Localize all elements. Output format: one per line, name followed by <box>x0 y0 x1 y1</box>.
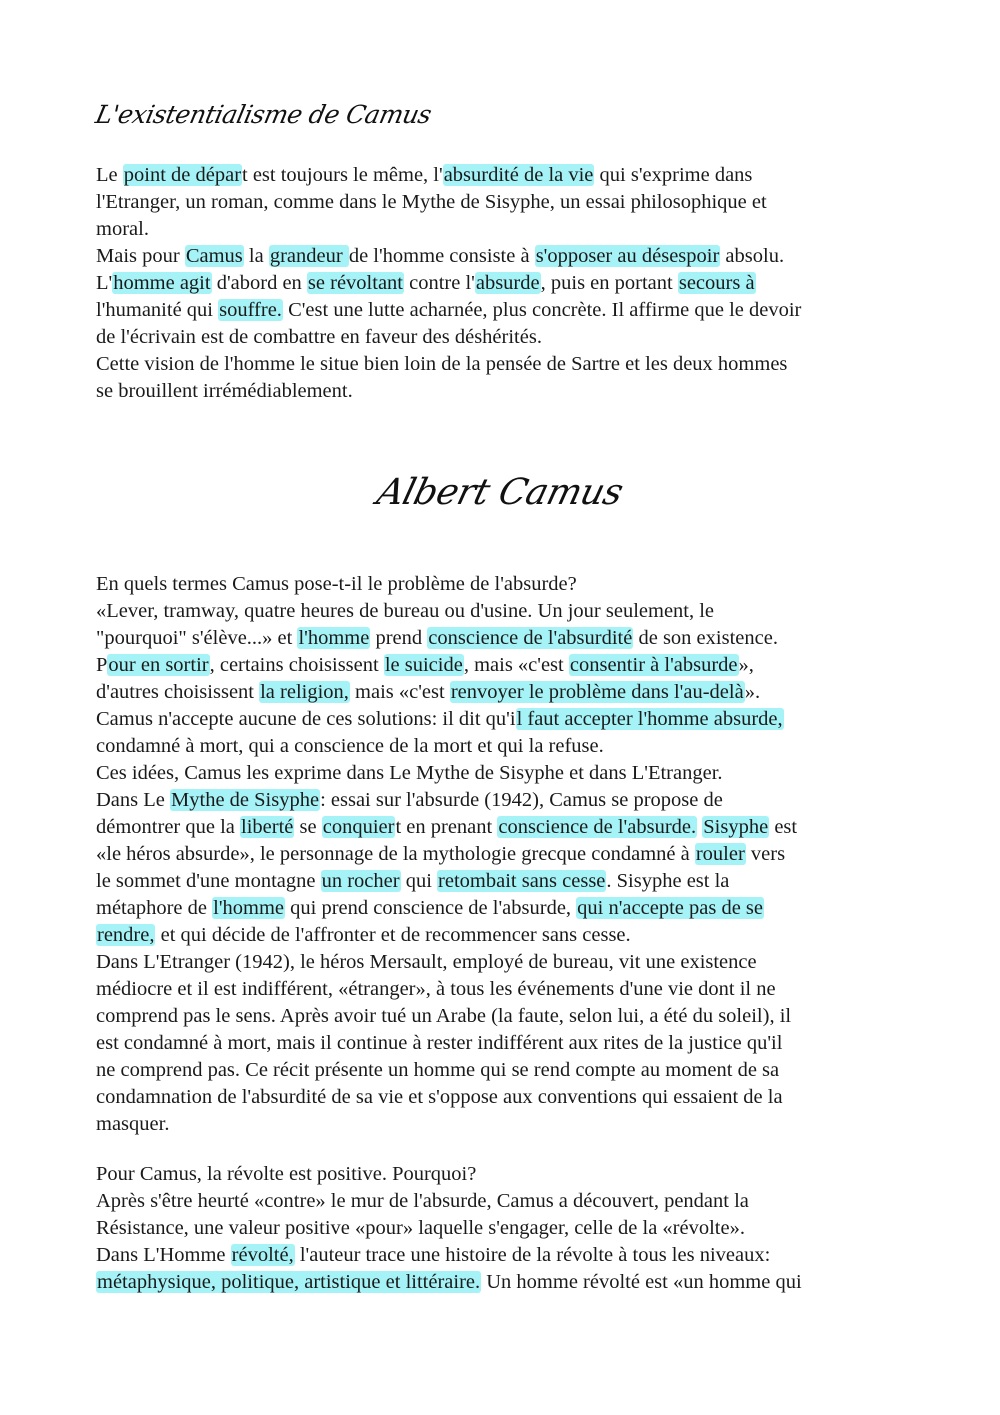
text-line <box>96 1188 908 1215</box>
text-line <box>96 1030 908 1057</box>
text-run: Ces idées, Camus les exprime dans Le Mythe de Sisyphe et dans L'Etranger. <box>96 762 723 784</box>
highlighted-text: métaphysique, politique, artistique et littéraire. <box>97 1271 481 1293</box>
text-line <box>96 243 908 270</box>
text-run: t en prenant <box>395 816 498 838</box>
highlighted-text: Camus <box>185 245 243 267</box>
highlighted-text: conscience de l'absurde. <box>498 816 697 838</box>
highlighted-text: Mythe de Sisyphe <box>171 789 320 811</box>
text-run: vers <box>745 843 786 865</box>
text-run: l'humanité qui <box>96 299 219 321</box>
highlighted-text: Sisyphe <box>703 816 769 838</box>
text-run: qui <box>400 870 438 892</box>
highlighted-text: conscience de l'absurdité <box>428 627 633 649</box>
text-line <box>96 1003 908 1030</box>
text-run: se <box>294 816 322 838</box>
heading-text: Albert Camus <box>372 472 628 513</box>
text-run: », <box>738 654 754 676</box>
highlighted-text: se révoltant <box>307 272 403 294</box>
highlighted-text: rendre, <box>97 924 155 946</box>
highlighted-text: homme agit <box>113 272 211 294</box>
text-line <box>96 571 908 598</box>
text-run: , mais «c'est <box>463 654 569 676</box>
text-line <box>96 949 908 976</box>
text-run: d'autres choisissent <box>96 681 260 703</box>
highlighted-text: qui n'accepte pas de se <box>577 897 764 919</box>
highlighted-text: souffre. <box>219 299 282 321</box>
highlighted-text: l'homme <box>213 897 285 919</box>
text-line <box>96 733 908 760</box>
text-run: qui s'exprime dans <box>594 164 753 186</box>
text-run: la <box>243 245 269 267</box>
highlighted-text: un rocher <box>321 870 400 892</box>
text-line <box>96 1084 908 1111</box>
text-run: prend <box>370 627 428 649</box>
section-heading-albert-camus <box>0 472 1000 513</box>
text-line <box>96 351 908 378</box>
text-line <box>96 162 908 189</box>
text-line <box>96 378 908 405</box>
text-run: de l'écrivain est de combattre en faveur des déshérités. <box>96 326 542 348</box>
text-line <box>96 1269 908 1296</box>
text-line <box>96 895 908 922</box>
text-line <box>96 216 908 243</box>
highlighted-text: conquier <box>322 816 395 838</box>
text-run: Mais pour <box>96 245 185 267</box>
highlighted-text: absurde <box>475 272 540 294</box>
text-line <box>96 598 908 625</box>
text-run: de son existence. <box>633 627 778 649</box>
text-run: "pourquoi" s'élève...» et <box>96 627 298 649</box>
text-line <box>96 297 908 324</box>
text-line <box>96 868 908 895</box>
highlighted-text: le suicide <box>384 654 463 676</box>
text-line <box>96 625 908 652</box>
text-line <box>96 270 908 297</box>
text-line <box>96 922 908 949</box>
highlighted-text: révolté, <box>231 1244 294 1266</box>
text-line <box>96 976 908 1003</box>
text-run: Après s'être heurté «contre» le mur de l'absurde, Camus a découvert, pendant la <box>96 1190 749 1212</box>
highlighted-text: grandeur <box>269 245 348 267</box>
highlighted-text: absurdité de la vie <box>443 164 594 186</box>
paragraph-absurd <box>96 571 908 1138</box>
text-run: . Sisyphe est la <box>606 870 730 892</box>
text-run: : essai sur l'absurde (1942), Camus se propose de <box>320 789 723 811</box>
text-line <box>96 814 908 841</box>
text-run: Résistance, une valeur positive «pour» laquelle s'engager, celle de la «révolte». <box>96 1217 745 1239</box>
text-run: contre l' <box>404 272 475 294</box>
text-run: «Lever, tramway, quatre heures de bureau ou d'usine. Un jour seulement, le <box>96 600 715 622</box>
text-run: condamné à mort, qui a conscience de la mort et qui la refuse. <box>96 735 604 757</box>
text-run: Dans L'Homme <box>96 1244 231 1266</box>
text-run: moral. <box>96 218 149 240</box>
text-run: ne comprend pas. Ce récit présente un homme qui se rend compte au moment de sa <box>96 1059 780 1081</box>
text-line <box>96 841 908 868</box>
highlighted-text: s'opposer au désespoir <box>535 245 720 267</box>
text-run: t est toujours le même, l' <box>242 164 443 186</box>
text-run: médiocre et il est indifférent, «étranger», à tous les événements d'une vie dont il ne <box>96 978 776 1000</box>
text-line <box>96 1161 908 1188</box>
text-line <box>96 706 908 733</box>
text-run: mais «c'est <box>349 681 450 703</box>
text-run: l'auteur trace une histoire de la révolte à tous les niveaux: <box>294 1244 771 1266</box>
text-run: qui prend conscience de l'absurde, <box>285 897 577 919</box>
text-run: de l'homme consiste à <box>348 245 535 267</box>
section-heading-existentialism: L'existentialisme de Camus <box>92 100 434 129</box>
text-run: le sommet d'une montagne <box>96 870 321 892</box>
text-run: métaphore de <box>96 897 213 919</box>
highlighted-text: retombait sans cesse <box>438 870 606 892</box>
text-run: P <box>96 654 108 676</box>
text-line <box>96 652 908 679</box>
highlighted-text: point de dépar <box>123 164 242 186</box>
highlighted-text: consentir à l'absurde <box>569 654 738 676</box>
highlighted-text: our en sortir <box>108 654 209 676</box>
text-run: , certains choisissent <box>209 654 384 676</box>
highlighted-text: renvoyer le problème dans l'au-delà <box>450 681 744 703</box>
text-line <box>96 1215 908 1242</box>
text-run: Cette vision de l'homme le situe bien loin de la pensée de Sartre et les deux hommes <box>96 353 788 375</box>
text-run: masquer. <box>96 1113 170 1135</box>
text-run: L' <box>96 272 113 294</box>
text-run: «le héros absurde», le personnage de la mythologie grecque condamné à <box>96 843 695 865</box>
text-run: ». <box>744 681 761 703</box>
text-run: d'abord en <box>211 272 307 294</box>
text-line <box>96 679 908 706</box>
paragraph-revolt <box>96 1161 908 1296</box>
text-line <box>96 1242 908 1269</box>
text-line <box>96 189 908 216</box>
highlighted-text: liberté <box>241 816 294 838</box>
highlighted-text: la religion, <box>260 681 349 703</box>
text-run: C'est une lutte acharnée, plus concrète. Il affirme que le devoir <box>282 299 802 321</box>
text-run: est <box>769 816 798 838</box>
text-line <box>96 1111 908 1138</box>
highlighted-text: l'homme <box>298 627 370 649</box>
text-run: comprend pas le sens. Après avoir tué un Arabe (la faute, selon lui, a été du soleil), il <box>96 1005 792 1027</box>
highlighted-text: rouler <box>695 843 745 865</box>
text-run: condamnation de l'absurdité de sa vie et s'oppose aux conventions qui essaient de la <box>96 1086 783 1108</box>
text-run: Un homme révolté est «un homme qui <box>481 1271 802 1293</box>
text-run: se brouillent irrémédiablement. <box>96 380 353 402</box>
highlighted-text: l faut accepter l'homme absurde, <box>516 708 783 730</box>
text-line <box>96 324 908 351</box>
text-run: démontrer que la <box>96 816 241 838</box>
text-run: , puis en portant <box>540 272 678 294</box>
text-line <box>96 760 908 787</box>
text-run: l'Etranger, un roman, comme dans le Mythe de Sisyphe, un essai philosophique et <box>96 191 767 213</box>
text-line <box>96 787 908 814</box>
text-run: Pour Camus, la révolte est positive. Pourquoi? <box>96 1163 477 1185</box>
text-run: Dans Le <box>96 789 171 811</box>
highlighted-text: secours à <box>678 272 755 294</box>
text-run: En quels termes Camus pose-t-il le problème de l'absurde? <box>96 573 577 595</box>
paragraph-existentialism <box>96 162 908 405</box>
text-run: et qui décide de l'affronter et de recommencer sans cesse. <box>155 924 631 946</box>
text-line <box>96 1057 908 1084</box>
text-run: est condamné à mort, mais il continue à rester indifférent aux rites de la justice qu'il <box>96 1032 783 1054</box>
text-run: absolu. <box>720 245 785 267</box>
text-run: Camus n'accepte aucune de ces solutions: il dit qu'i <box>96 708 516 730</box>
text-run: Le <box>96 164 123 186</box>
text-run: Dans L'Etranger (1942), le héros Mersault, employé de bureau, vit une existence <box>96 951 757 973</box>
